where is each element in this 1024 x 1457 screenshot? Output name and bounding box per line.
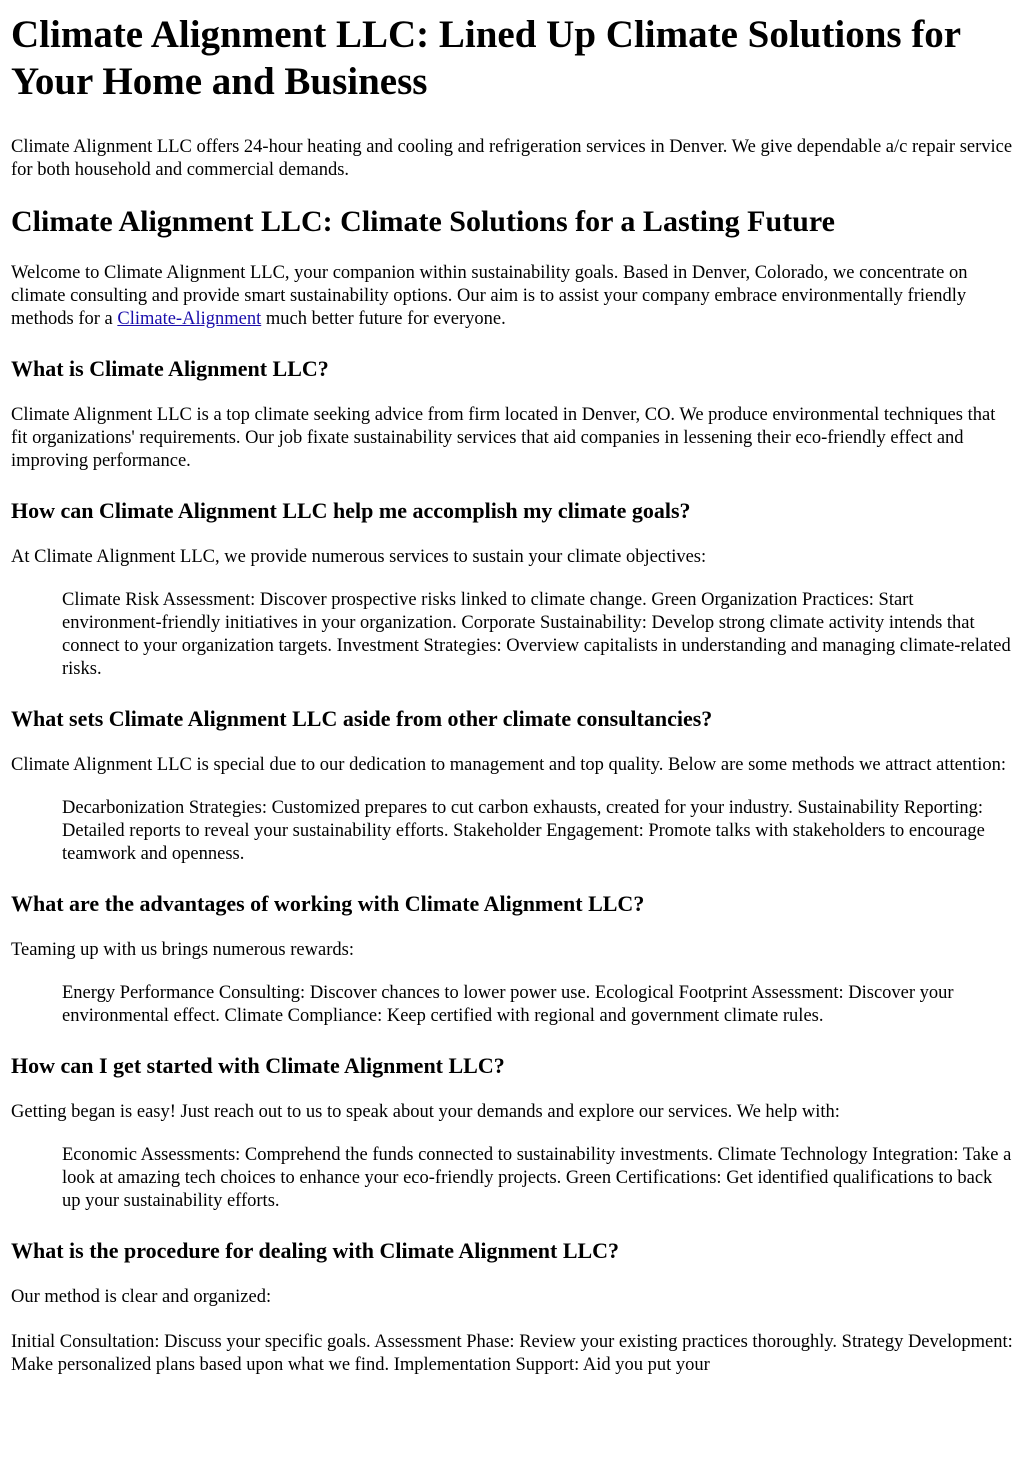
faq-paragraph-sets-apart: Climate Alignment LLC is special due to our dedication to management and top quality. Below are some methods we attract attention: <box>11 755 1006 775</box>
welcome-text-after: much better future for everyone. <box>261 309 506 329</box>
faq-paragraph-advantages: Teaming up with us brings numerous rewards: <box>11 940 354 960</box>
section-heading: Climate Alignment LLC: Climate Solutions for a Lasting Future <box>11 205 835 238</box>
faq-paragraph-what-is: Climate Alignment LLC is a top climate seeking advice from firm located in Denver, CO. We produce environmental techniques that fit organizations' requirements. Our job fixate sustainability services that aid companies in lessening their eco-friendly effect and improving performance. <box>11 405 996 471</box>
faq-quote-advantages: Energy Performance Consulting: Discover chances to lower power use. Ecological Footprint Assessment: Discover your environmental effect. Climate Compliance: Keep certified with regional and government climate rules. <box>62 983 954 1026</box>
faq-quote-sets-apart: Decarbonization Strategies: Customized prepares to cut carbon exhausts, created for your industry. Sustainability Reporting: Detailed reports to reveal your sustainability efforts. Stakeholder Engagement: Promote talks with stakeholders to encourage teamwork and openness. <box>62 798 985 864</box>
faq-heading-procedure: What is the procedure for dealing with Climate Alignment LLC? <box>11 1238 620 1263</box>
welcome-paragraph <box>11 262 1014 331</box>
faq-heading-help-goals: How can Climate Alignment LLC help me accomplish my climate goals? <box>11 498 691 523</box>
intro-paragraph: Climate Alignment LLC offers 24-hour heating and cooling and refrigeration services in Denver. We give dependable a/c repair service for both household and commercial demands. <box>11 137 1013 180</box>
article <box>0 11 1024 1377</box>
faq-paragraph-procedure: Our method is clear and organized: <box>11 1287 272 1307</box>
page-title: Climate Alignment LLC: Lined Up Climate Solutions for Your Home and Business <box>11 13 961 103</box>
faq-quote-get-started: Economic Assessments: Comprehend the funds connected to sustainability investments. Climate Technology Integration: Take a look at amazing tech choices to enhance your eco-friendly projects. Green Certifications: Get identified qualifications to back up your sustainability efforts. <box>62 1145 1012 1211</box>
faq-paragraph-help-goals: At Climate Alignment LLC, we provide numerous services to sustain your climate objectives: <box>11 547 707 567</box>
final-paragraph: Initial Consultation: Discuss your specific goals. Assessment Phase: Review your existing practices thoroughly. Strategy Development: Make personalized plans based upon what we find. Implementation Support: Aid you put your <box>11 1332 1013 1375</box>
faq-heading-what-is: What is Climate Alignment LLC? <box>11 356 329 381</box>
welcome-text-before: Welcome to Climate Alignment LLC, your companion within sustainability goals. Based in Denver, Colorado, we concentrate on climate consulting and provide smart sustainability options. Our aim is to assist your company embrace environmentally friendly methods for a <box>11 263 968 329</box>
faq-heading-advantages: What are the advantages of working with Climate Alignment LLC? <box>11 891 645 916</box>
climate-alignment-link[interactable]: Climate-Alignment <box>117 309 262 329</box>
faq-paragraph-get-started: Getting began is easy! Just reach out to us to speak about your demands and explore our services. We help with: <box>11 1102 840 1122</box>
faq-quote-help-goals: Climate Risk Assessment: Discover prospective risks linked to climate change. Green Organization Practices: Start environment-friendly initiatives in your organization. Corporate Sustainability: Develop strong climate activity intends that connect to your organization targets. Investment Strategies: Overview capitalists in understanding and managing climate-related risks. <box>62 590 1011 679</box>
faq-heading-sets-apart: What sets Climate Alignment LLC aside from other climate consultancies? <box>11 706 713 731</box>
faq-heading-get-started: How can I get started with Climate Alignment LLC? <box>11 1053 505 1078</box>
